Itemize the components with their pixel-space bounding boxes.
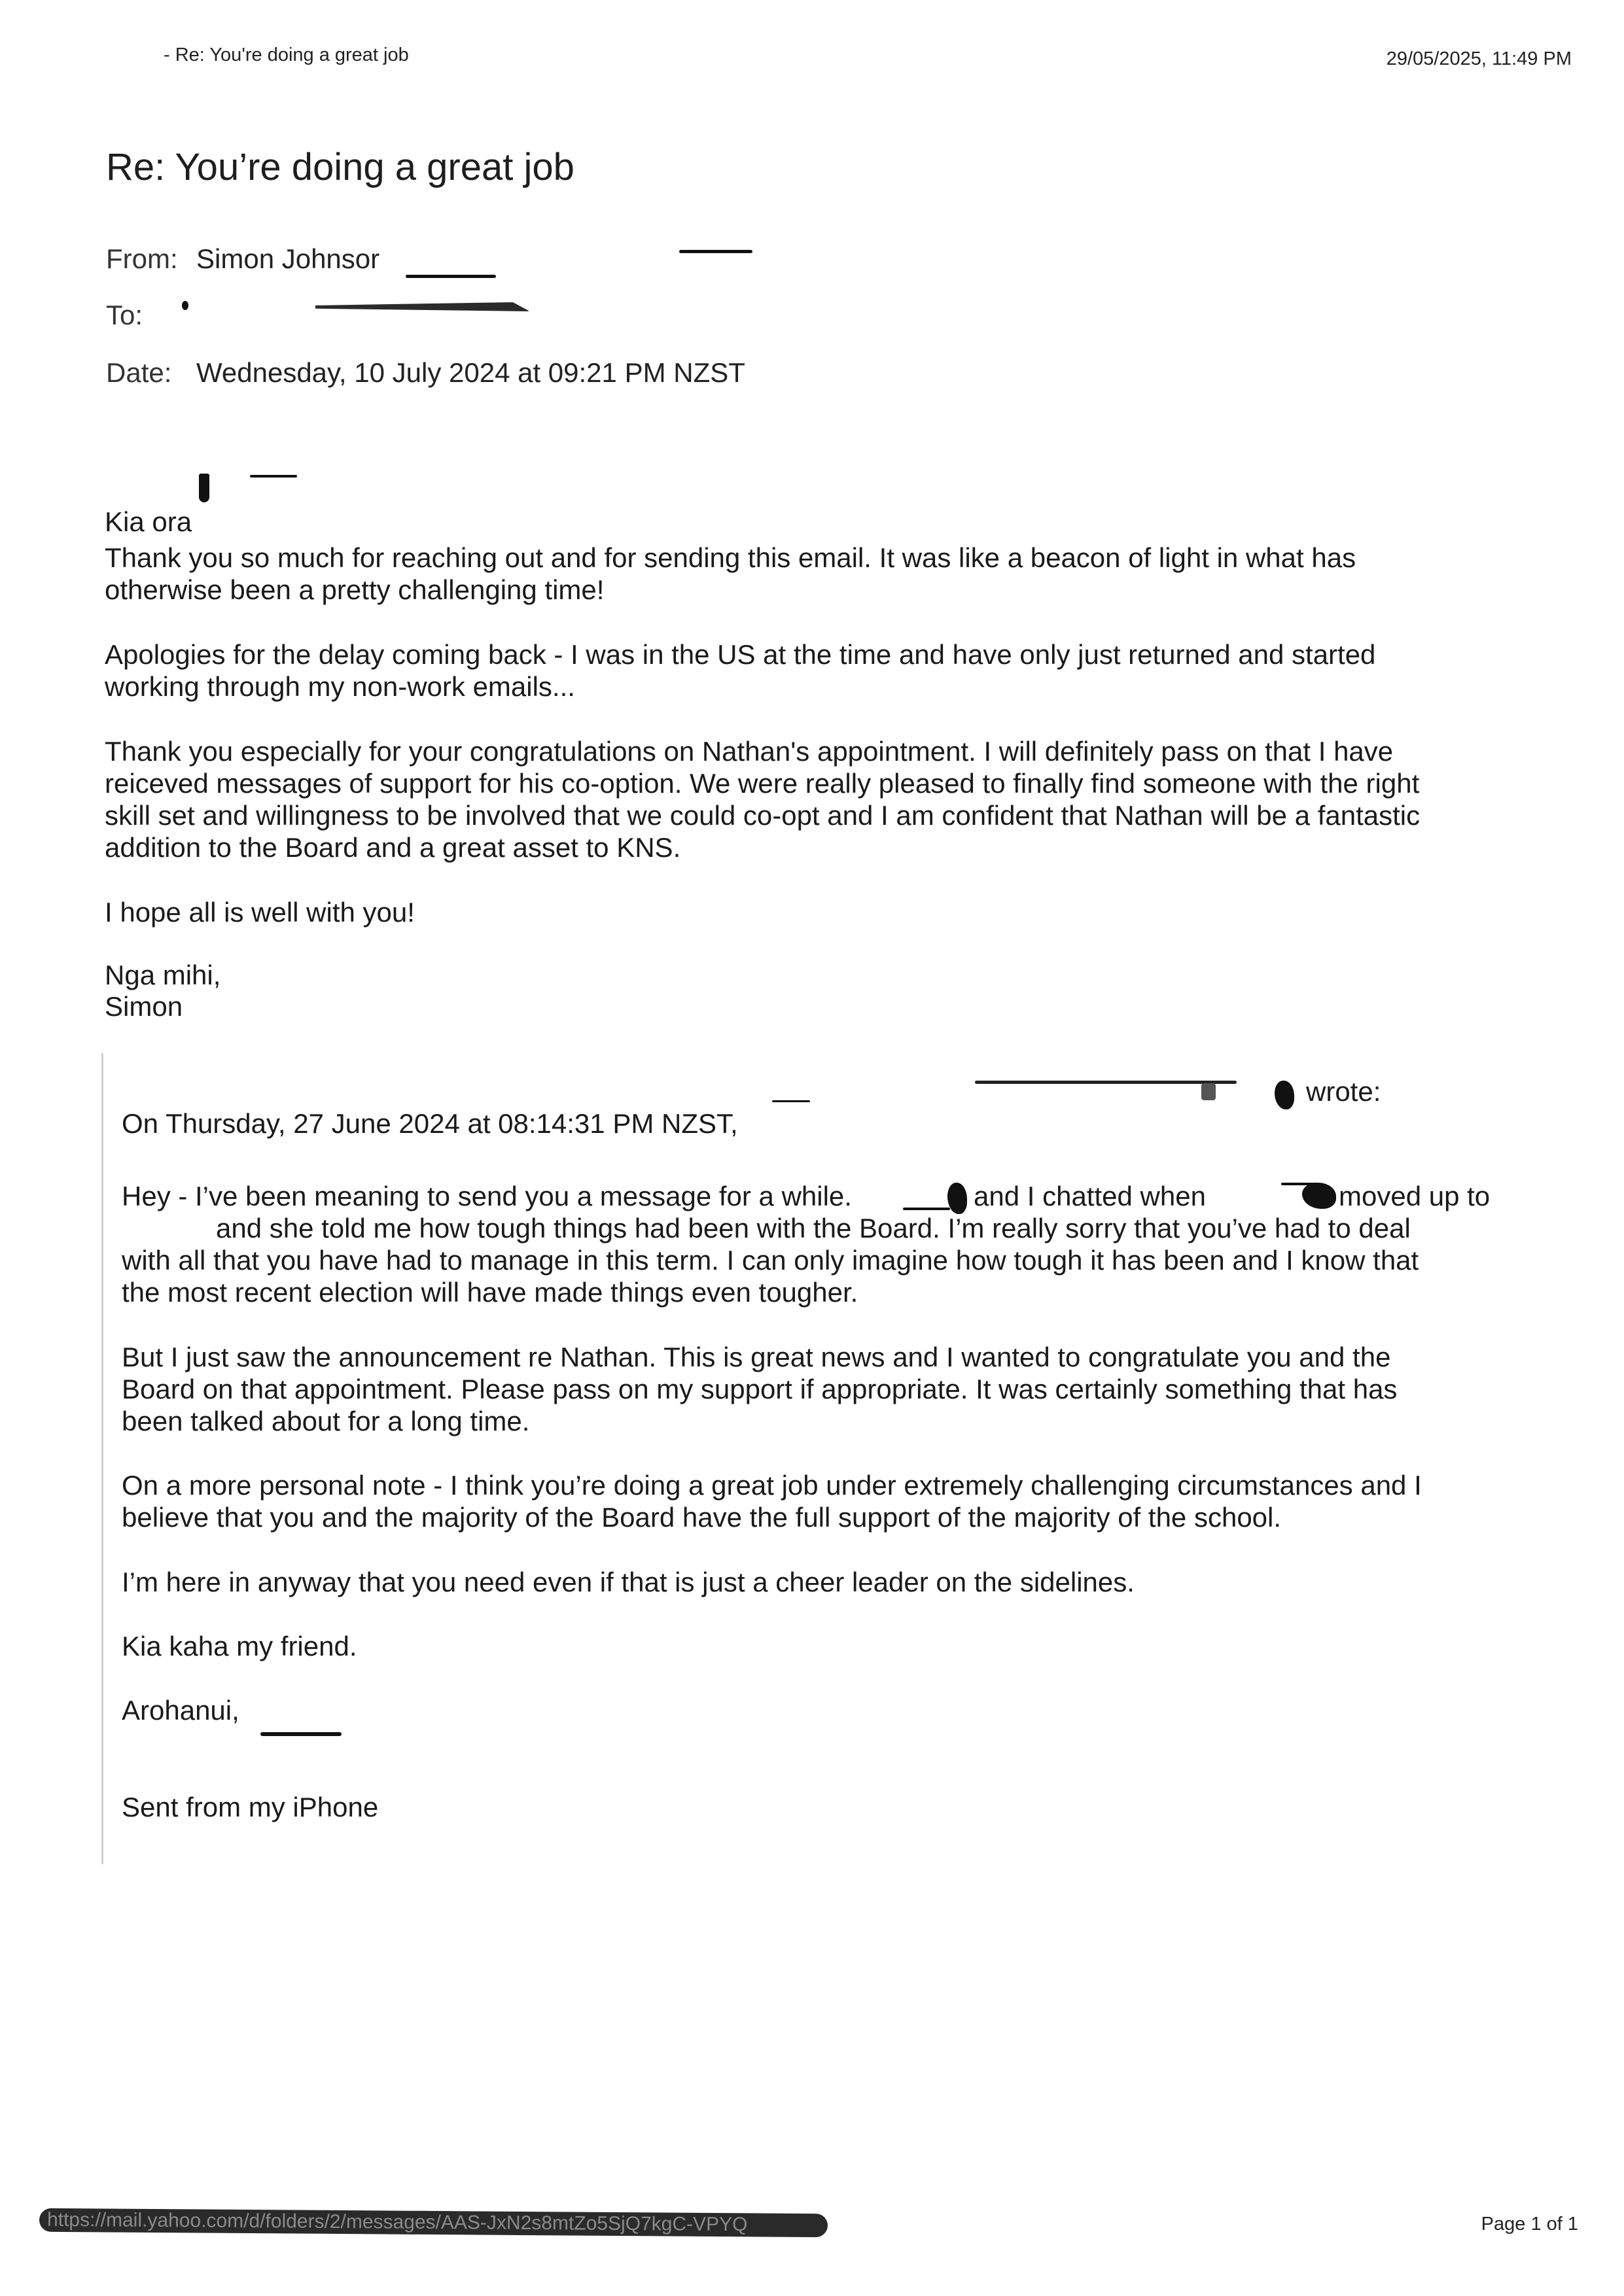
date-row (106, 357, 745, 389)
quoted-p4: I’m here in anyway that you need even if that is just a cheer leader on the sidelines. (122, 1567, 1135, 1597)
redaction-intro-blob (1275, 1081, 1294, 1109)
date-value: Wednesday, 10 July 2024 at 09:21 PM NZST (196, 357, 745, 388)
quoted-p5: Kia kaha my friend. (122, 1631, 357, 1661)
signature: Simon (105, 991, 183, 1022)
redaction-p1-name2 (1302, 1183, 1336, 1209)
redaction-from-email (406, 275, 496, 278)
redaction-from-extra (679, 250, 752, 253)
redaction-greeting-extra (250, 475, 297, 478)
quoted-p1-rest: with all that you have had to manage in this term. I can only imagine how tough it has been and I know that the most recent election will have made things even tougher. (122, 1245, 1419, 1308)
date-label: Date: (106, 357, 172, 388)
signoff: Nga mihi, (105, 960, 221, 990)
email-subject: Re: You’re doing a great job (106, 146, 574, 188)
quote-bar (101, 1053, 103, 1864)
from-row (106, 243, 380, 275)
greeting (105, 474, 192, 538)
quoted-p1-line2: and she told me how tough things had been with the Board. I’m really sorry that you’ve had to deal (216, 1213, 1411, 1244)
redaction-p1-name1 (947, 1183, 967, 1214)
redaction-greeting-name (199, 474, 209, 502)
print-header-title: - Re: You're doing a great job (164, 44, 409, 65)
quoted-intro-wrote: wrote: (1306, 1076, 1381, 1107)
body-paragraph-3: Thank you especially for your congratulations on Nathan's appointment. I will definitely pass on that I have reiceved messages of support for his co-option. We were really pleased to finally find someone with the right skill set and willingness to be involved that we could co-opt and I am confident that Nathan will be a fantastic addition to the Board and a great asset to KNS. (105, 736, 1421, 863)
redaction-intro-sender (975, 1081, 1237, 1084)
quoted-p2: But I just saw the announcement re Nathan. This is great news and I wanted to congratulate you and the Board on that appointment. Please pass on my support if appropriate. It was certainly something that has been talked about for a long time. (122, 1342, 1398, 1436)
print-footer-url: https://mail.yahoo.com/d/folders/2/messages/AAS-JxN2s8mtZo5SjQ7kgC-VPYQ (39, 2208, 828, 2237)
body-paragraph-2: Apologies for the delay coming back - I was in the US at the time and have only just returned and started working through my non-work emails... (105, 639, 1376, 702)
body-paragraph-4: I hope all is well with you! (105, 897, 415, 928)
greeting-text: Kia ora (105, 506, 192, 537)
from-value: Simon Johnsor (196, 243, 380, 274)
quoted-sent-from: Sent from my iPhone (122, 1792, 379, 1822)
quoted-p1-line1a: Hey - I’ve been meaning to send you a message for a while. (122, 1181, 852, 1211)
redaction-closing-name (260, 1732, 342, 1736)
to-row (106, 300, 143, 331)
quoted-p1-line1c: moved up to (1339, 1181, 1491, 1211)
quoted-p1-line1b: and I chatted when (974, 1181, 1206, 1211)
body-paragraph-1: Thank you so much for reaching out and for sending this email. It was like a beacon of light in what has otherwise been a pretty challenging time! (105, 542, 1356, 605)
quoted-intro-date: On Thursday, 27 June 2024 at 08:14:31 PM NZST, (122, 1108, 738, 1139)
from-label: From: (106, 243, 178, 274)
redaction-intro-underline (772, 1100, 810, 1102)
print-header-timestamp: 29/05/2025, 11:49 PM (1386, 48, 1572, 69)
print-footer-page: Page 1 of 1 (1481, 2214, 1578, 2235)
redaction-to-mark (182, 301, 188, 310)
quoted-closing: Arohanui, (122, 1695, 239, 1726)
quoted-p3: On a more personal note - I think you’re doing a great job under extremely challenging circumstances and I believe that you and the majority of the Board have the full support of the majority of the school. (122, 1470, 1422, 1533)
redaction-p1-name1-underline (903, 1208, 950, 1210)
to-label: To: (106, 300, 143, 330)
redaction-intro-mark (1201, 1083, 1216, 1100)
redaction-to-address (315, 302, 530, 311)
quoted-intro (122, 1075, 738, 1139)
